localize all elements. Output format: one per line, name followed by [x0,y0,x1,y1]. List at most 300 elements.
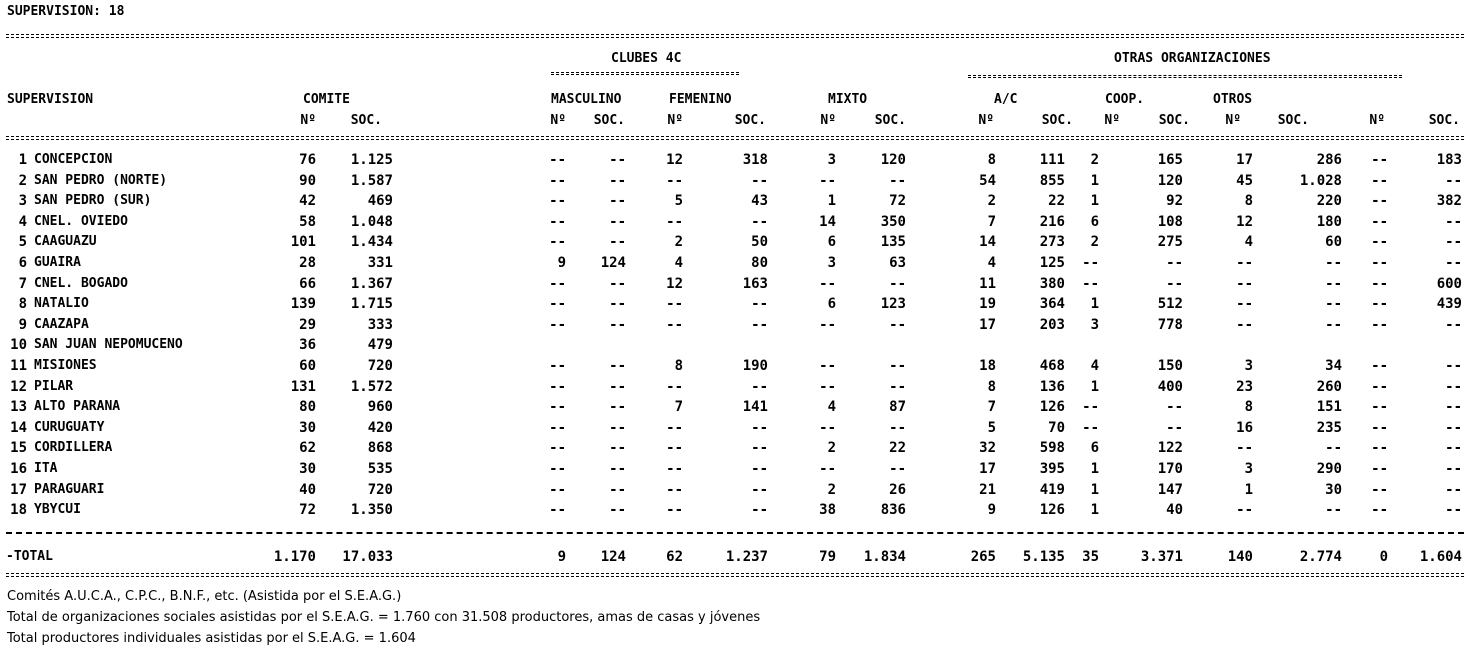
table-cell: -- [1445,461,1462,477]
table-cell: -- [1371,193,1388,209]
row-number: 12 [10,379,27,395]
table-cell: 30 [299,420,316,436]
table-cell: -- [751,420,768,436]
table-cell: 2 [827,440,836,456]
table-cell: -- [751,502,768,518]
table-cell: -- [1371,379,1388,395]
table-cell: 1.350 [350,502,393,518]
supervision-name: CAAGUAZU [34,234,97,249]
column-label: Nº [300,113,316,128]
table-cell: 8 [1244,193,1253,209]
table-cell: -- [1082,276,1099,292]
table-cell: -- [549,317,566,333]
table-cell: 598 [1039,440,1065,456]
table-cell: 1 [827,193,836,209]
table-cell: 147 [1157,482,1183,498]
table-cell: -- [819,173,836,189]
table-cell: -- [549,193,566,209]
table-cell: 180 [1316,214,1342,230]
table-cell: -- [1166,399,1183,415]
column-label: SOC. [1158,113,1190,128]
table-cell: 72 [889,193,906,209]
table-cell: -- [1236,276,1253,292]
total-cell: 124 [600,549,626,565]
table-cell: 7 [987,399,996,415]
supervision-name: SAN PEDRO (NORTE) [34,173,168,188]
table-cell: 1 [1090,173,1099,189]
table-cell: 70 [1048,420,1065,436]
table-cell: -- [1371,502,1388,518]
table-cell: 1 [1090,461,1099,477]
header-clubes-4c: CLUBES 4C [611,51,682,66]
table-cell: 4 [1244,234,1253,250]
table-cell: -- [889,461,906,477]
row-number: 16 [10,461,27,477]
table-cell: 21 [979,482,996,498]
table-cell: 273 [1039,234,1065,250]
table-cell: 76 [299,152,316,168]
table-cell: 9 [987,502,996,518]
table-cell: 14 [819,214,836,230]
table-cell: -- [1371,234,1388,250]
table-cell: 151 [1316,399,1342,415]
separator-before-total [6,532,1464,534]
supervision-name: SAN PEDRO (SUR) [34,193,152,208]
table-cell: -- [1325,296,1342,312]
table-cell: -- [1371,255,1388,271]
supervision-name: CONCEPCION [34,152,113,167]
table-cell: -- [609,379,626,395]
table-cell: 60 [1325,234,1342,250]
table-cell: 122 [1157,440,1183,456]
table-cell: -- [1445,358,1462,374]
table-cell: -- [1445,440,1462,456]
table-cell: 3 [1090,317,1099,333]
table-cell: -- [609,399,626,415]
supervision-name: GUAIRA [34,255,81,270]
table-cell: -- [819,358,836,374]
table-cell: 203 [1039,317,1065,333]
header-femenino: FEMENINO [669,92,732,107]
supervision-name: CORDILLERA [34,440,113,455]
table-cell: 28 [299,255,316,271]
table-cell: 12 [1236,214,1253,230]
table-cell: 45 [1236,173,1253,189]
table-cell: -- [609,461,626,477]
table-cell: 1.048 [350,214,393,230]
table-cell: -- [751,379,768,395]
table-cell: -- [549,173,566,189]
table-cell: 400 [1157,379,1183,395]
total-cell: 17.033 [342,549,393,565]
table-cell: -- [549,296,566,312]
table-cell: -- [609,152,626,168]
table-cell: 40 [1166,502,1183,518]
table-cell: -- [1082,399,1099,415]
table-cell: -- [1371,420,1388,436]
table-cell: 8 [674,358,683,374]
table-cell: -- [549,234,566,250]
table-cell: -- [666,440,683,456]
table-cell: 123 [880,296,906,312]
supervision-name: YBYCUI [34,502,81,517]
total-cell: 0 [1379,549,1388,565]
table-cell: 9 [557,255,566,271]
table-cell: 469 [367,193,393,209]
table-cell: 58 [299,214,316,230]
table-cell: 331 [367,255,393,271]
table-cell: -- [751,317,768,333]
table-cell: 5 [987,420,996,436]
table-cell: 63 [889,255,906,271]
table-cell: 170 [1157,461,1183,477]
table-cell: 419 [1039,482,1065,498]
total-cell: 79 [819,549,836,565]
table-cell: -- [751,296,768,312]
table-cell: -- [609,440,626,456]
table-cell: 54 [979,173,996,189]
row-number: 17 [10,482,27,498]
table-cell: 364 [1039,296,1065,312]
table-cell: 3 [827,255,836,271]
table-cell: 32 [979,440,996,456]
header-masculino: MASCULINO [551,92,622,107]
table-cell: -- [1371,173,1388,189]
column-label: SOC. [1428,113,1460,128]
table-cell: 6 [1090,214,1099,230]
table-cell: 135 [880,234,906,250]
table-cell: 190 [742,358,768,374]
table-cell: 4 [827,399,836,415]
table-cell: -- [1236,317,1253,333]
table-cell: -- [1445,255,1462,271]
table-cell: -- [609,296,626,312]
table-cell: 92 [1166,193,1183,209]
note-comites: Comités A.U.C.A., C.P.C., B.N.F., etc. (Asistida por el S.E.A.G.) [7,589,402,604]
table-cell: -- [1325,255,1342,271]
table-cell: 66 [299,276,316,292]
table-cell: 60 [299,358,316,374]
table-cell: -- [666,317,683,333]
table-cell: -- [609,234,626,250]
row-number: 8 [18,296,27,312]
table-cell: 1.587 [350,173,393,189]
total-cell: 265 [970,549,996,565]
table-cell: 8 [987,379,996,395]
total-cell: 1.170 [273,549,316,565]
table-cell: -- [1082,420,1099,436]
table-cell: 512 [1157,296,1183,312]
table-cell: 126 [1039,502,1065,518]
table-cell: -- [666,482,683,498]
table-cell: 868 [367,440,393,456]
column-label: SOC. [1277,113,1309,128]
row-number: 10 [10,337,27,353]
table-cell: 19 [979,296,996,312]
table-cell: -- [1082,255,1099,271]
table-cell: -- [1236,255,1253,271]
table-cell: -- [819,379,836,395]
table-cell: -- [666,173,683,189]
table-cell: 382 [1436,193,1462,209]
table-cell: 260 [1316,379,1342,395]
table-cell: 90 [299,173,316,189]
table-cell: 720 [367,358,393,374]
table-cell: -- [1325,317,1342,333]
table-cell: -- [609,317,626,333]
table-cell: -- [819,420,836,436]
column-label: SOC. [350,113,382,128]
column-label: Nº [667,113,683,128]
table-cell: 36 [299,337,316,353]
table-cell: 18 [979,358,996,374]
table-cell: 111 [1039,152,1065,168]
total-cell: 1.834 [863,549,906,565]
table-cell: -- [549,399,566,415]
table-cell: 720 [367,482,393,498]
table-cell: 1.028 [1299,173,1342,189]
page-title: SUPERVISION: 18 [7,4,125,19]
table-cell: 3 [827,152,836,168]
table-cell: -- [819,317,836,333]
table-cell: 2 [1090,152,1099,168]
table-cell: -- [549,502,566,518]
total-cell: 140 [1227,549,1253,565]
table-cell: 286 [1316,152,1342,168]
table-cell: 855 [1039,173,1065,189]
total-cell: 1.237 [725,549,768,565]
table-cell: -- [1445,379,1462,395]
table-cell: 80 [751,255,768,271]
supervision-name: CURUGUATY [34,420,105,435]
table-cell: -- [549,482,566,498]
table-cell: 163 [742,276,768,292]
row-number: 11 [10,358,27,374]
table-cell: -- [1325,440,1342,456]
table-cell: 1 [1090,379,1099,395]
table-cell: -- [1236,296,1253,312]
table-cell: 1.434 [350,234,393,250]
supervision-name: PILAR [34,379,74,394]
table-cell: -- [889,173,906,189]
table-cell: 126 [1039,399,1065,415]
table-cell: 87 [889,399,906,415]
table-cell: -- [819,461,836,477]
table-cell: 131 [290,379,316,395]
table-cell: 42 [299,193,316,209]
table-cell: 125 [1039,255,1065,271]
table-cell: -- [1445,399,1462,415]
table-cell: 139 [290,296,316,312]
table-cell: 5 [674,193,683,209]
table-cell: -- [666,420,683,436]
column-label: Nº [978,113,994,128]
table-cell: 395 [1039,461,1065,477]
table-cell: -- [1325,502,1342,518]
table-cell: 6 [827,296,836,312]
table-cell: 120 [880,152,906,168]
table-cell: 220 [1316,193,1342,209]
header-mixto: MIXTO [828,92,868,107]
table-cell: 1 [1244,482,1253,498]
row-number: 18 [10,502,27,518]
separator-after-total [6,573,1464,577]
table-cell: 108 [1157,214,1183,230]
table-cell: 30 [299,461,316,477]
table-cell: 7 [987,214,996,230]
table-cell: 479 [367,337,393,353]
header-coop: COOP. [1105,92,1145,107]
table-cell: 1.572 [350,379,393,395]
table-cell: 43 [751,193,768,209]
table-cell: 2 [827,482,836,498]
supervision-name: CAAZAPA [34,317,89,332]
table-cell: 8 [1244,399,1253,415]
table-cell: 22 [1048,193,1065,209]
table-cell: 11 [979,276,996,292]
row-number: 9 [18,317,27,333]
table-cell: -- [666,214,683,230]
header-otras-organizaciones: OTRAS ORGANIZACIONES [1114,51,1271,66]
table-cell: 150 [1157,358,1183,374]
table-cell: 141 [742,399,768,415]
note-total-productores: Total productores individuales asistidas por el S.E.A.G. = 1.604 [7,631,416,646]
table-cell: -- [1236,502,1253,518]
table-cell: -- [609,214,626,230]
row-number: 1 [18,152,27,168]
table-cell: -- [751,482,768,498]
table-cell: 17 [979,461,996,477]
table-cell: 4 [1090,358,1099,374]
table-cell: 17 [979,317,996,333]
table-cell: -- [1236,440,1253,456]
column-label: SOC. [1041,113,1073,128]
table-cell: 333 [367,317,393,333]
table-cell: -- [1445,317,1462,333]
table-cell: 40 [299,482,316,498]
table-cell: 468 [1039,358,1065,374]
column-label: Nº [550,113,566,128]
table-cell: -- [1166,276,1183,292]
table-cell: -- [751,214,768,230]
column-label: Nº [820,113,836,128]
total-cell: 1.604 [1419,549,1462,565]
total-cell: 5.135 [1022,549,1065,565]
row-number: 5 [18,234,27,250]
supervision-name: MISIONES [34,358,97,373]
table-cell: -- [609,420,626,436]
table-cell: -- [666,296,683,312]
table-cell: -- [819,276,836,292]
note-total-organizaciones: Total de organizaciones sociales asistidas por el S.E.A.G. = 1.760 con 31.508 productores, amas de casas y jóvenes [7,610,761,625]
table-cell: 836 [880,502,906,518]
column-label: SOC. [734,113,766,128]
table-cell: -- [1371,482,1388,498]
table-cell: -- [751,173,768,189]
table-cell: -- [1445,234,1462,250]
header-otros: OTROS [1213,92,1253,107]
table-cell: 16 [1236,420,1253,436]
table-cell: -- [1371,358,1388,374]
table-cell: 439 [1436,296,1462,312]
table-cell: 50 [751,234,768,250]
table-cell: 30 [1325,482,1342,498]
column-label: SOC. [593,113,625,128]
table-cell: 2 [1090,234,1099,250]
table-cell: 420 [367,420,393,436]
table-cell: 22 [889,440,906,456]
table-cell: 183 [1436,152,1462,168]
table-cell: -- [666,502,683,518]
table-cell: -- [889,317,906,333]
separator-clubes [551,72,739,75]
table-cell: 2 [987,193,996,209]
table-cell: 216 [1039,214,1065,230]
row-number: 2 [18,173,27,189]
supervision-name: PARAGUARI [34,482,105,497]
table-cell: -- [549,214,566,230]
table-cell: -- [609,193,626,209]
table-cell: 960 [367,399,393,415]
table-cell: -- [549,440,566,456]
table-cell: 101 [290,234,316,250]
table-cell: -- [666,461,683,477]
table-cell: -- [751,440,768,456]
table-cell: 1.367 [350,276,393,292]
table-cell: -- [549,358,566,374]
table-cell: -- [1445,214,1462,230]
column-label: SOC. [874,113,906,128]
table-cell: 12 [666,276,683,292]
header-supervision: SUPERVISION [7,92,94,107]
separator-otras [968,75,1402,78]
column-label: Nº [1225,113,1241,128]
table-cell: -- [1371,461,1388,477]
table-cell: -- [1325,276,1342,292]
table-cell: 124 [600,255,626,271]
table-cell: 1 [1090,193,1099,209]
table-cell: 600 [1436,276,1462,292]
table-cell: -- [1371,214,1388,230]
row-number: 13 [10,399,27,415]
table-cell: 26 [889,482,906,498]
row-number: 7 [18,276,27,292]
table-cell: 380 [1039,276,1065,292]
row-number: 3 [18,193,27,209]
table-cell: -- [609,502,626,518]
table-cell: 2 [674,234,683,250]
table-cell: -- [609,173,626,189]
row-number: 15 [10,440,27,456]
row-number: 4 [18,214,27,230]
table-cell: 72 [299,502,316,518]
table-cell: -- [1371,399,1388,415]
table-cell: 165 [1157,152,1183,168]
table-cell: -- [549,379,566,395]
table-cell: 7 [674,399,683,415]
table-cell: 62 [299,440,316,456]
table-cell: 1.125 [350,152,393,168]
table-cell: 1 [1090,296,1099,312]
table-cell: 6 [1090,440,1099,456]
table-cell: -- [1166,420,1183,436]
table-cell: -- [549,276,566,292]
table-cell: 1 [1090,502,1099,518]
table-cell: -- [1445,482,1462,498]
header-comite: COMITE [303,92,350,107]
table-cell: 4 [987,255,996,271]
supervision-name: ITA [34,461,58,476]
